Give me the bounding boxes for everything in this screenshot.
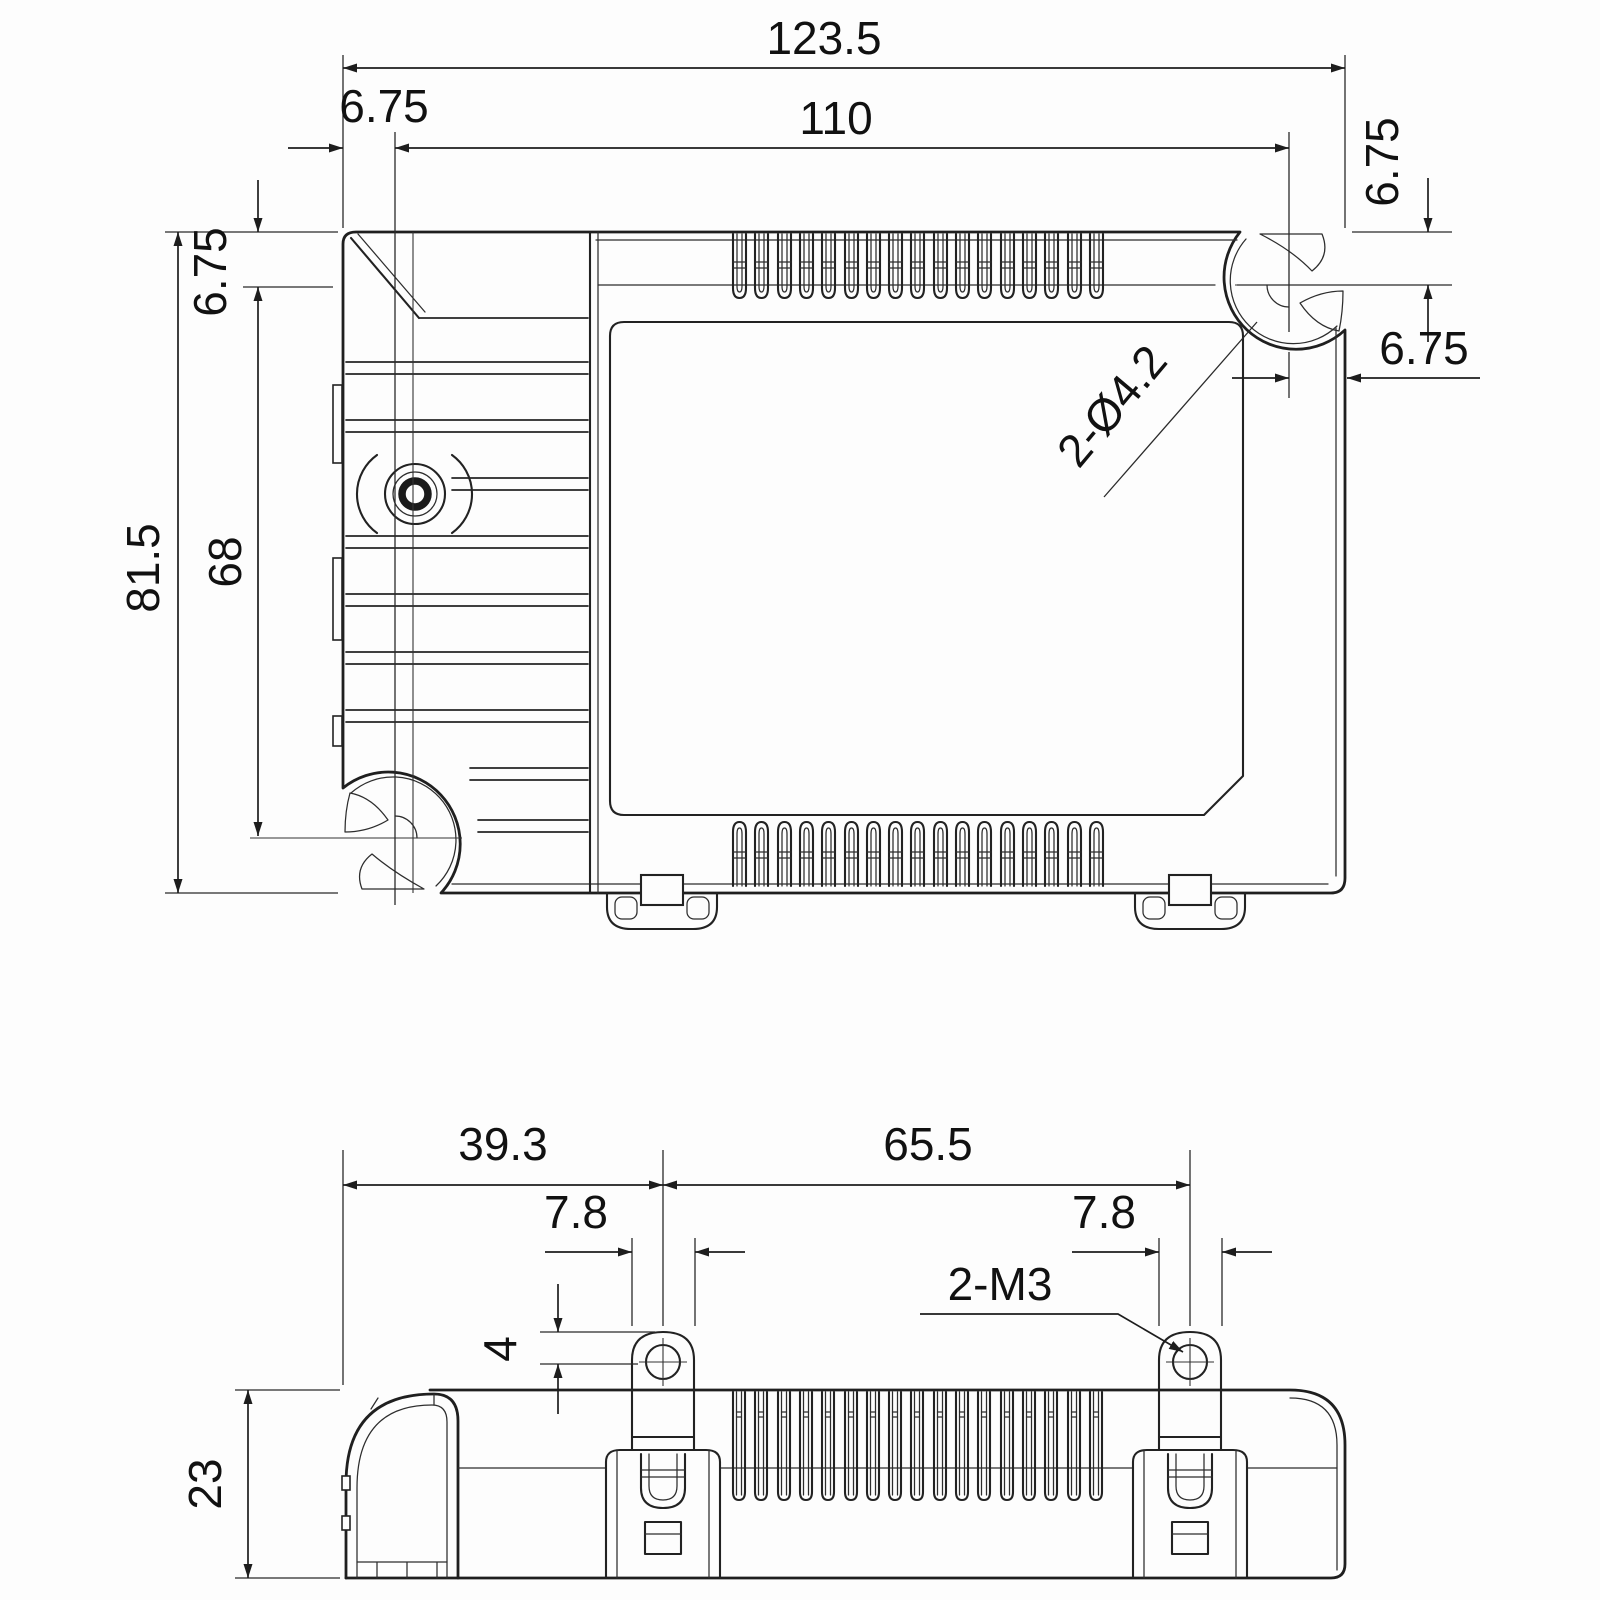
dim-edge-offset-left xyxy=(184,180,258,317)
end-cap xyxy=(342,1394,458,1578)
dim-tab-pitch xyxy=(663,1118,1190,1185)
top-view-dimensions xyxy=(117,12,1480,905)
dim-hole-offset-right xyxy=(1232,322,1480,398)
callout-thread-label: 2-M3 xyxy=(947,1258,1053,1310)
dim-hole-offset-top-label: 6.75 xyxy=(1356,117,1408,207)
dim-hole-offset-right-label: 6.75 xyxy=(1379,322,1469,374)
dim-tab2-width-label: 7.8 xyxy=(1072,1186,1136,1238)
mount-clip-right xyxy=(1135,875,1245,929)
mount-clip-left xyxy=(607,875,717,929)
top-vent-slots xyxy=(733,234,1103,298)
edge-notch xyxy=(333,385,342,463)
side-view xyxy=(342,1332,1345,1578)
dim-tab-pitch-label: 65.5 xyxy=(883,1118,973,1170)
bottom-vent-slots xyxy=(733,822,1103,886)
screw-boss xyxy=(357,455,472,533)
dim-body-height-label: 23 xyxy=(179,1458,231,1510)
side-fins xyxy=(733,1392,1102,1500)
side-clip-left xyxy=(606,1332,720,1578)
dim-tab1-width-label: 7.8 xyxy=(544,1186,608,1238)
callout-corner-holes xyxy=(1047,322,1257,497)
heatsink-ribs xyxy=(346,362,588,832)
dim-hole-pitch-h-label: 110 xyxy=(799,92,873,144)
corner-hole-bottom-left xyxy=(250,777,462,889)
dim-edge-offset-left-label: 6.75 xyxy=(184,227,236,317)
dim-hole-pitch-vertical xyxy=(199,287,333,836)
edge-notch xyxy=(333,558,342,640)
callout-thread xyxy=(920,1258,1183,1352)
dim-tab2-width xyxy=(1072,1186,1272,1326)
enclosure-outline xyxy=(343,232,1345,893)
dim-overall-width-label: 123.5 xyxy=(766,12,882,64)
dim-overall-depth-label: 81.5 xyxy=(117,523,169,613)
side-clip-right xyxy=(1133,1332,1247,1578)
dim-hole-to-top xyxy=(474,1284,655,1414)
dim-tab1-offset xyxy=(343,1118,1190,1385)
dim-hole-offset-left xyxy=(288,80,429,148)
top-view xyxy=(250,232,1360,929)
corner-hole-top-right xyxy=(1230,234,1360,344)
dim-hole-pitch-horizontal xyxy=(395,92,1289,905)
dim-hole-pitch-v-label: 68 xyxy=(199,536,251,588)
dim-hole-offset-left-label: 6.75 xyxy=(339,80,429,132)
callout-corner-holes-label: 2-Ø4.2 xyxy=(1046,335,1177,477)
dim-tab1-offset-label: 39.3 xyxy=(458,1118,548,1170)
dim-hole-to-top-label: 4 xyxy=(474,1336,526,1362)
side-view-dimensions xyxy=(179,1118,1272,1578)
dim-body-height xyxy=(179,1390,340,1578)
edge-notch xyxy=(333,716,342,746)
dim-tab1-width xyxy=(544,1186,745,1326)
